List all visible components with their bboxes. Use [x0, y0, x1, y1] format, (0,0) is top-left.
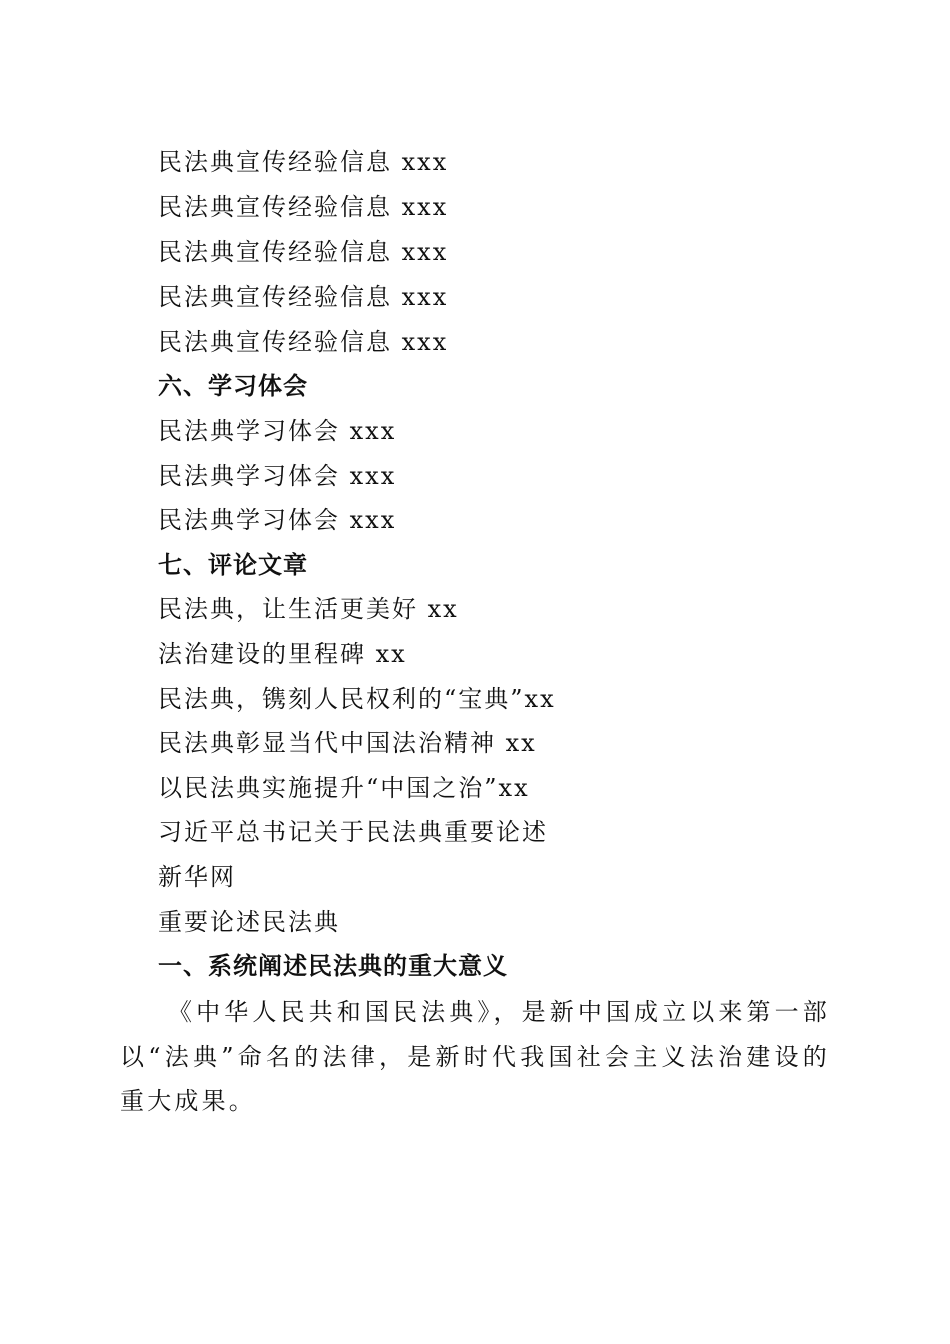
list-item: 法治建设的里程碑 xx: [158, 640, 407, 668]
section-heading: 一、系统阐述民法典的重大意义: [158, 952, 508, 980]
list-item: 民法典宣传经验信息 xxx: [158, 148, 449, 176]
list-item: 新华网: [158, 863, 236, 891]
list-item: 民法典宣传经验信息 xxx: [158, 283, 449, 311]
list-item: 民法典宣传经验信息 xxx: [158, 193, 449, 221]
list-item: 民法典学习体会 xxx: [158, 506, 397, 534]
list-item: 民法典学习体会 xxx: [158, 462, 397, 490]
list-item: 民法典，让生活更美好 xx: [158, 595, 459, 623]
list-item: 民法典宣传经验信息 xxx: [158, 328, 449, 356]
body-paragraph: 《中华人民共和国民法典》，是新中国成立以来第一部以“法典”命名的法律，是新时代我国社会主义法治建设的重大成果。: [120, 998, 830, 1115]
section-heading: 七、评论文章: [158, 551, 308, 579]
list-item: 民法典彰显当代中国法治精神 xx: [158, 729, 537, 757]
list-item: 习近平总书记关于民法典重要论述: [158, 818, 548, 846]
list-item: 民法典学习体会 xxx: [158, 417, 397, 445]
list-item: 民法典宣传经验信息 xxx: [158, 238, 449, 266]
section-heading: 六、学习体会: [158, 372, 308, 400]
list-item: 以民法典实施提升“中国之治”xx: [158, 774, 530, 802]
list-item: 民法典，镌刻人民权利的“宝典”xx: [158, 685, 556, 713]
list-item: 重要论述民法典: [158, 908, 340, 936]
